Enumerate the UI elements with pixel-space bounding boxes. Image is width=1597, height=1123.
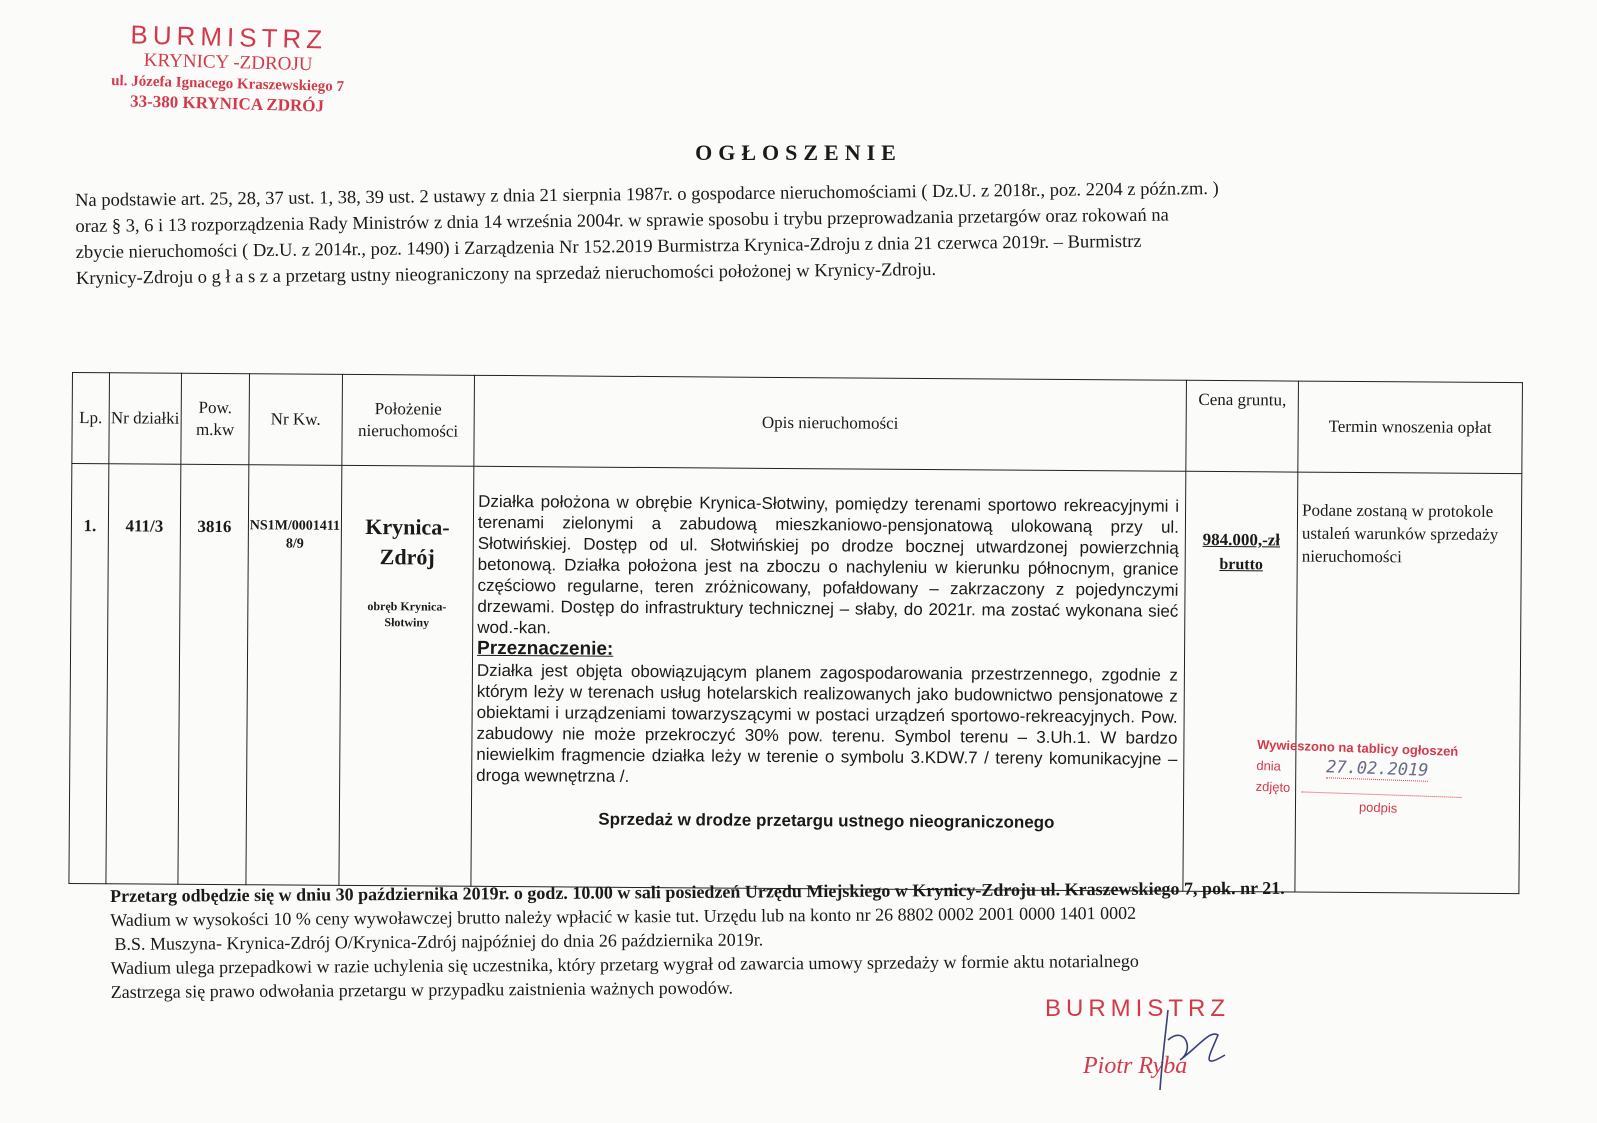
auction-date-line: Przetarg odbędzie się w dniu 30 października 2019r. o godz. 10.00 w sali posiedzeń Urzędu Miejskiego w Krynicy-Zdroju ul. Kraszewskiego 7, pok. nr 21. [110, 877, 1285, 906]
price-value: 984.000,-zł [1202, 529, 1281, 550]
header-cena: Cena gruntu, [1186, 380, 1299, 472]
posting-stamp [1255, 734, 1498, 822]
cancellation-line: Zastrzega się prawo odwołania przetargu w przypadku zaistnienia ważnych powodów. [110, 977, 734, 1002]
cell-lp: 1. [69, 464, 109, 884]
deposit-bank-line: B.S. Muszyna- Krynica-Zdrój O/Krynica-Zdrój najpóźniej do dnia 26 października 2019r. [114, 929, 764, 954]
header-termin: Termin wnoszenia opłat [1298, 381, 1523, 474]
deposit-line: Wadium w wysokości 10 % ceny wywoławczej brutto należy wpłacić w kasie tut. Urzędu lub na konto nr 26 8802 0002 2001 0000 1401 0002 [110, 902, 1137, 930]
footer-notes [110, 874, 1511, 1004]
stamp-line-4: 33-380 KRYNICA ZDRÓJ [129, 91, 325, 116]
stamp-line-3: ul. Józefa Ignacego Kraszewskiego 7 [110, 72, 345, 96]
cell-pow: 3816 [178, 464, 249, 884]
cell-cena [1183, 471, 1298, 892]
posting-dnia-label: dnia [1256, 757, 1282, 774]
cell-opis [471, 466, 1186, 891]
opis-paragraph: Działka jest objęta obowiązującym planem zagospodarowania przestrzennego, zgodnie z którym leży w terenach usług hotelarskich realizowanych jako budownictwo pensjonatowe z obiektami i urządzeniami towarzyszącymi w postaci urządzeń sportowo-rekreacyjnych. Pow. zabudowy nie może przekroczyć 30% pow. terenu. Symbol terenu – 3.Uh.1. W bardzo niewielkim fragmencie działka leży w terenie o symbolu 3.KDW.7 / tereny komunikacyjne – droga wewnętrzna /. [476, 660, 1178, 786]
header-lp: Lp. [72, 373, 110, 464]
header-opis: Opis nieruchomości [474, 375, 1187, 471]
cell-nr-dzialki: 411/3 [106, 464, 181, 884]
stamp-line-1: BURMISTRZ [130, 19, 328, 55]
intro-line: Na podstawie art. 25, 28, 37 ust. 1, 38, 39 ust. 2 ustawy z dnia 21 sierpnia 1987r. o gospodarce nieruchomościami ( Dz.U. z 2018r., poz. 2204 z późn.zm. ) [75, 179, 1219, 211]
header-polozenie: Położenie nieruchomości [342, 374, 475, 466]
handwritten-signature-icon [1140, 1000, 1240, 1100]
document-title: OGŁOSZENIE [695, 140, 902, 165]
intro-line: Krynicy-Zdroju o g ł a s z a przetarg ustny nieograniczony na sprzedaż nieruchomości położonej w Krynicy-Zdroju. [75, 259, 937, 289]
intro-line: zbycie nieruchomości ( Dz.U. z 2014r., poz. 1490) i Zarządzenia Nr 152.2019 Burmistrza Krynica-Zdroju z dnia 21 czerwca 2019r. – Burmistrz [75, 231, 1142, 263]
cell-nr-kw: NS1M/00014118/9 [246, 465, 342, 886]
sale-mode: Sprzedaż w drodze przetargu ustnego nieograniczonego [598, 809, 1055, 832]
posting-podpis-label: podpis [1358, 799, 1398, 816]
przeznaczenie-heading: Przeznaczenie: [477, 637, 614, 660]
opis-paragraph: Działka położona w obrębie Krynica-Słotwiny, pomiędzy terenami sportowo rekreacyjnymi i terenami zielonymi a zabudową mieszkaniowo-pensjonatową ulokowaną przy ul. Słotwińskiej. Dostęp od ul. Słotwińskiej po drodze bocznej utwardzonej powierzchnią betonową. Działka położona jest na zboczu o nachyleniu w kierunku północnym, granice częściowo regularne, teren zróżnicowany, pofałdowany – zakrzaczony z pojedynczymi drzewami. Dostęp do infrastruktury technicznej – słaby, do 2021r. ma zostać wykonana sieć wod.-kan. [477, 491, 1180, 638]
cell-termin: Podane zostaną w protokole ustaleń warunków sprzedaży nieruchomości [1295, 472, 1522, 894]
price-brutto: brutto [1219, 556, 1264, 574]
header-nr-kw: Nr Kw. [249, 374, 343, 466]
cell-polozenie [339, 465, 474, 886]
header-pow: Pow. m.kw [181, 373, 250, 464]
signature-title: BURMISTRZ [1045, 995, 1230, 1022]
intro-paragraph [75, 173, 1496, 292]
signature-name: Piotr Ryba [1083, 1053, 1188, 1079]
table-header-row [72, 373, 1523, 474]
office-stamp [107, 19, 349, 117]
polozenie-sub: obręb Krynica-Słotwiny [367, 599, 447, 630]
property-table [68, 372, 1522, 894]
header-nr-dzialki: Nr działki [109, 373, 182, 465]
stamp-line-2: KRYNICY -ZDROJU [143, 49, 313, 76]
polozenie-main: Krynica-Zdrój [365, 514, 450, 570]
forfeit-line: Wadium ulega przepadkowi w razie uchylenia się uczestnika, który przetarg wygrał od zawarcia umowy sprzedaży w formie aktu notarialnego [110, 950, 1139, 978]
posting-stamp-line: Wywieszono na tablicy ogłoszeń [1256, 736, 1459, 759]
posting-zdjeto-label: zdjęto [1255, 778, 1291, 796]
intro-line: oraz § 3, 6 i 13 rozporządzenia Rady Ministrów z dnia 14 września 2004r. w sprawie sposobu i trybu przeprowadzania przetargów oraz rokowań na [75, 205, 1169, 237]
posting-date: 27.02.2019 [1325, 757, 1429, 781]
table-row [69, 464, 1522, 894]
